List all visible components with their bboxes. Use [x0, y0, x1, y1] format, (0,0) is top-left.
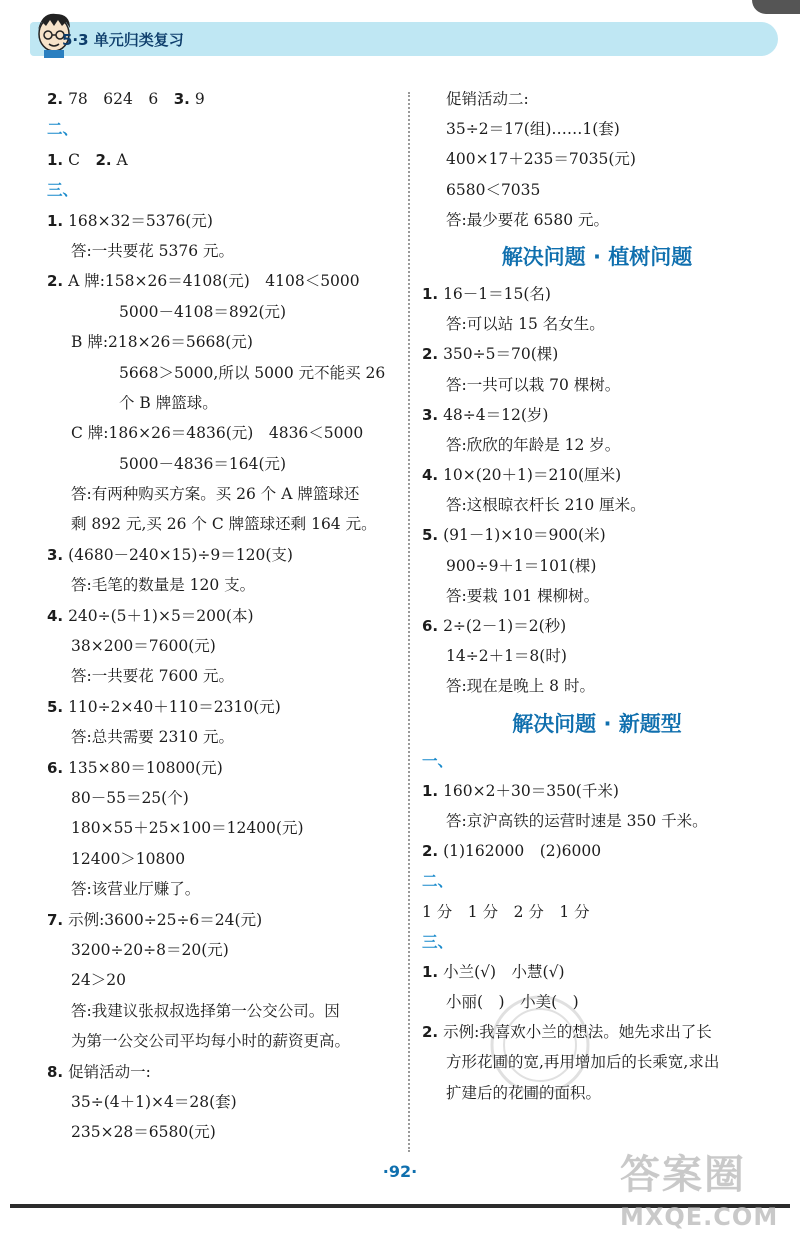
answer-text: 2÷(2－1)＝2(秒): [438, 617, 567, 635]
answer-line: [422, 581, 772, 611]
answer-line: [422, 114, 772, 144]
question-number: 2.: [422, 345, 439, 364]
section-label: 三、: [47, 181, 79, 200]
answer-text: C: [63, 150, 96, 169]
answer-text: 个 B 牌篮球。: [119, 393, 218, 412]
answer-line: [422, 897, 772, 927]
answer-text: 答:一共要花 5376 元。: [71, 241, 235, 260]
answer-line: [422, 987, 772, 1017]
answer-line: [47, 1057, 399, 1087]
answer-text: (91－1)×10＝900(米): [438, 526, 606, 545]
question-number: 2.: [47, 90, 64, 108]
answer-line: [422, 460, 772, 490]
answer-line: [47, 84, 399, 114]
answer-line: [422, 836, 772, 866]
answer-text: 5000－4836＝164(元): [119, 454, 287, 473]
answer-text: 350÷5＝70(棵): [438, 345, 559, 364]
answer-text: 答:京沪高铁的运营时速是 350 千米。: [446, 811, 708, 830]
answer-text: 110÷2×40＋110＝2310(元): [63, 697, 281, 716]
answer-text: 答:该营业厅赚了。: [71, 880, 201, 899]
answer-text: (4680－240×15)÷9＝120(支): [63, 545, 293, 564]
answer-line: [47, 1026, 399, 1056]
answer-line: [422, 641, 772, 671]
answer-text: 1 分 1 分 2 分 1 分: [422, 902, 590, 921]
answer-line: [422, 279, 772, 309]
answer-line: [422, 175, 772, 205]
answer-line: [422, 927, 772, 957]
answer-text: 14÷2＋1＝8(时): [446, 647, 567, 666]
question-number: 4.: [47, 606, 64, 625]
answer-text: 3200÷20÷8＝20(元): [71, 940, 229, 959]
answer-text: 答:一共可以栽 70 棵树。: [446, 375, 621, 394]
question-number: 5.: [422, 526, 439, 545]
answer-line: [422, 339, 772, 369]
question-number: 6.: [422, 617, 439, 635]
question-number: 5.: [47, 697, 64, 716]
answer-text: 答:毛笔的数量是 120 支。: [71, 576, 256, 595]
answer-text: 900÷9＋1＝101(棵): [446, 556, 597, 575]
question-number: 4.: [422, 466, 439, 485]
column-divider: [408, 92, 410, 1152]
question-number: 2.: [47, 272, 64, 291]
answer-line: [47, 844, 399, 874]
answer-text: 78 624 6: [63, 90, 174, 108]
answer-line: [47, 661, 399, 691]
page-header-title: 5·3 单元归类复习: [62, 31, 184, 49]
answer-line: [47, 266, 399, 296]
answer-text: A: [111, 150, 128, 169]
answer-line: [47, 631, 399, 661]
answer-line: [47, 874, 399, 904]
answer-line: [47, 783, 399, 813]
answer-text: 24＞20: [71, 971, 126, 990]
answer-text: 剩 892 元,买 26 个 C 牌篮球还剩 164 元。: [71, 515, 377, 534]
watermark-url: MXQE.COM: [620, 1203, 779, 1231]
question-number: 3.: [47, 545, 64, 564]
answer-line: [47, 418, 399, 448]
answer-text: 答:一共要花 7600 元。: [71, 667, 235, 686]
answer-line: [422, 1047, 772, 1077]
question-number: 1.: [422, 284, 439, 303]
answer-line: [422, 746, 772, 776]
answer-line: [47, 722, 399, 752]
question-number: 3.: [173, 90, 190, 108]
answer-line: [47, 358, 399, 388]
answer-line: [422, 309, 772, 339]
answer-line: [47, 692, 399, 722]
answer-line: [47, 479, 399, 509]
answer-line: [47, 236, 399, 266]
page-corner-mark: [752, 0, 800, 14]
answer-line: [422, 370, 772, 400]
answer-text: 80－55＝25(个): [71, 788, 189, 807]
question-number: 6.: [47, 758, 64, 777]
answer-text: A 牌:158×26＝4108(元) 4108＜5000: [63, 272, 360, 291]
page-number: ·92·: [382, 1162, 418, 1181]
answer-text: 为第一公交公司平均每小时的薪资更高。: [71, 1032, 351, 1051]
answer-line: [422, 551, 772, 581]
answer-line: [47, 114, 399, 144]
answer-text: 促销活动二:: [446, 90, 529, 108]
answer-line: [422, 144, 772, 174]
answer-text: 240÷(5＋1)×5＝200(本): [63, 606, 254, 625]
answer-text: 答:可以站 15 名女生。: [446, 315, 605, 334]
answer-text: 扩建后的花圃的面积。: [446, 1083, 602, 1102]
answer-line: [422, 611, 772, 641]
answer-text: 小丽( ) 小美( ): [446, 993, 579, 1012]
answer-text: 答:要栽 101 棵柳树。: [446, 586, 600, 605]
answer-line: [47, 1087, 399, 1117]
answer-text: 180×55＋25×100＝12400(元): [71, 819, 304, 838]
answer-line: [422, 1017, 772, 1047]
stamp-watermark: [485, 990, 595, 1100]
answer-line: [47, 509, 399, 539]
answer-line: [47, 905, 399, 935]
answer-text: 9: [189, 90, 205, 108]
question-number: 2.: [422, 842, 439, 861]
answer-line: [47, 206, 399, 236]
answer-line: [47, 388, 399, 418]
answer-text: 答:欣欣的年龄是 12 岁。: [446, 435, 621, 454]
answer-text: 答:我建议张叔叔选择第一公交公司。因: [71, 1001, 340, 1020]
watermark-text: 答案圈: [620, 1152, 746, 1198]
answer-text: 5668＞5000,所以 5000 元不能买 26: [119, 363, 386, 382]
answer-text: 10×(20＋1)＝210(厘米): [438, 466, 622, 485]
answer-line: [422, 957, 772, 987]
question-number: 8.: [47, 1062, 64, 1081]
answer-line: [422, 430, 772, 460]
answer-text: 答:最少要花 6580 元。: [446, 210, 610, 229]
answer-line: [422, 400, 772, 430]
answer-text: 答:总共需要 2310 元。: [71, 728, 235, 747]
answer-text: 答:这根晾衣杆长 210 厘米。: [446, 496, 646, 515]
left-column: [47, 84, 399, 1148]
answer-line: [422, 490, 772, 520]
section-label: 一、: [422, 751, 454, 770]
answer-line: [47, 145, 399, 175]
question-number: 1.: [47, 150, 64, 169]
answer-line: [422, 520, 772, 550]
answer-text: 48÷4＝12(岁): [438, 405, 549, 424]
answer-line: [422, 866, 772, 896]
answer-text: 235×28＝6580(元): [71, 1123, 216, 1142]
site-watermark: [620, 1150, 788, 1242]
answer-text: 方形花圃的宽,再用增加后的长乘宽,求出: [446, 1053, 720, 1072]
question-number: 7.: [47, 910, 64, 929]
answer-text: 35÷(4＋1)×4＝28(套): [71, 1092, 237, 1111]
answer-text: 促销活动一:: [63, 1062, 151, 1081]
answer-line: [422, 84, 772, 114]
answer-text: 160×2＋30＝350(千米): [438, 781, 619, 800]
answer-line: [47, 449, 399, 479]
answer-line: [47, 540, 399, 570]
answer-text: B 牌:218×26＝5668(元): [71, 333, 253, 352]
answer-text: 示例:我喜欢小兰的想法。她先求出了长: [438, 1023, 712, 1042]
question-number: 1.: [47, 211, 64, 230]
answer-text: 35÷2＝17(组)……1(套): [446, 120, 620, 139]
answer-line: [47, 996, 399, 1026]
section-label: 二、: [422, 872, 454, 891]
section-heading: 解决问题 · 新题型: [512, 711, 682, 736]
answer-text: C 牌:186×26＝4836(元) 4836＜5000: [71, 424, 364, 443]
answer-line: [47, 1117, 399, 1147]
answer-line: [47, 601, 399, 631]
answer-text: 5000－4108＝892(元): [119, 302, 287, 321]
answer-text: 6580＜7035: [446, 180, 541, 199]
answer-text: 16－1＝15(名): [438, 284, 551, 303]
answer-text: 38×200＝7600(元): [71, 637, 216, 656]
answer-text: 答:有两种购买方案。买 26 个 A 牌篮球还: [71, 485, 360, 504]
answer-line: [47, 813, 399, 843]
question-number: 3.: [422, 405, 439, 424]
question-number: 2.: [422, 1023, 439, 1042]
question-number: 2.: [95, 150, 112, 169]
answer-text: 小兰(√) 小慧(√): [438, 962, 565, 981]
answer-line: [47, 327, 399, 357]
answer-text: 400×17＋235＝7035(元): [446, 150, 636, 169]
right-column: [422, 84, 772, 1108]
answer-line: [47, 570, 399, 600]
answer-text: 答:现在是晚上 8 时。: [446, 677, 595, 696]
answer-line: [47, 935, 399, 965]
question-number: 1.: [422, 781, 439, 800]
answer-line: [422, 671, 772, 701]
section-label: 三、: [422, 932, 454, 951]
section-heading: 解决问题 · 植树问题: [501, 244, 693, 269]
question-number: 1.: [422, 962, 439, 981]
answer-text: 示例:3600÷25÷6＝24(元): [63, 910, 263, 929]
answer-text: 12400＞10800: [71, 849, 186, 868]
answer-text: 135×80＝10800(元): [63, 758, 223, 777]
answer-line: [422, 205, 772, 235]
answer-line: [47, 297, 399, 327]
answer-line: [422, 806, 772, 836]
answer-line: [422, 776, 772, 806]
answer-line: [47, 753, 399, 783]
answer-line: [47, 175, 399, 205]
section-label: 二、: [47, 120, 79, 139]
answer-line: [422, 1078, 772, 1108]
answer-line: [47, 965, 399, 995]
answer-text: (1)162000 (2)6000: [438, 842, 602, 861]
answer-text: 168×32＝5376(元): [63, 211, 213, 230]
